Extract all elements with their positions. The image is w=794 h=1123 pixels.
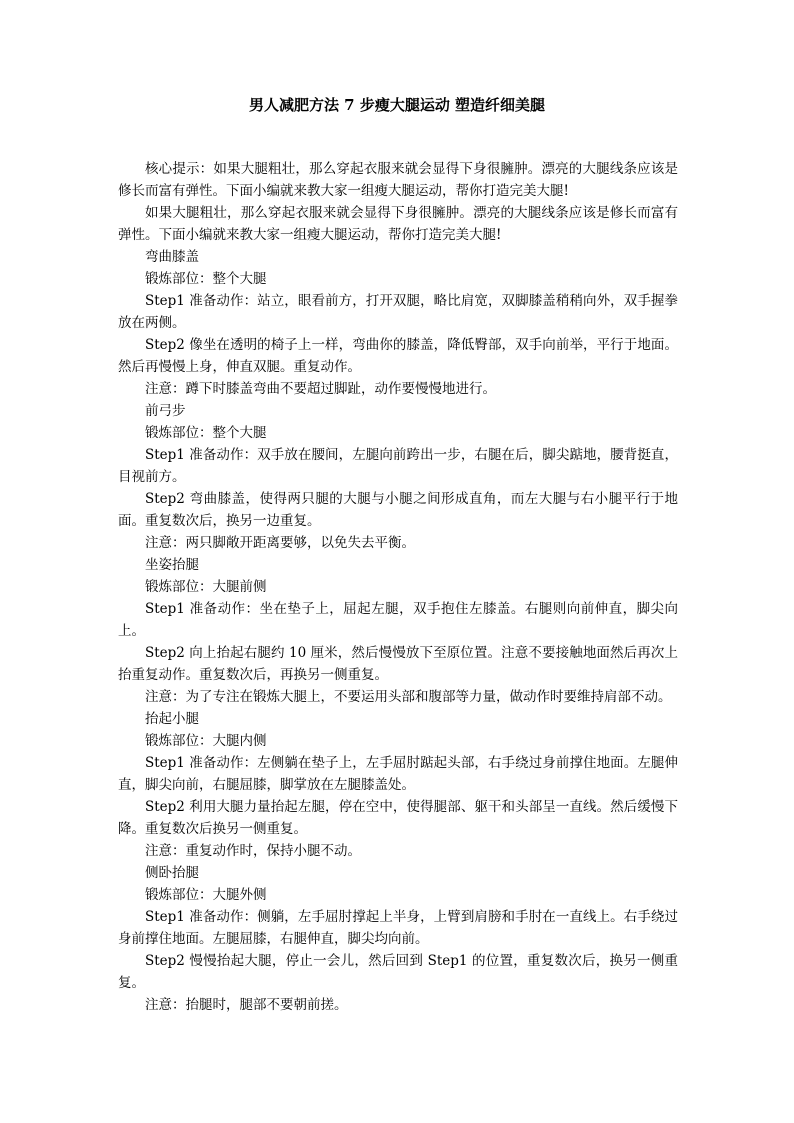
document-body <box>118 158 678 1016</box>
section-heading: 抬起小腿 <box>145 711 199 727</box>
paragraph: 注意：两只脚敞开距离要够，以免失去平衡。 <box>145 535 415 551</box>
paragraph: 核心提示：如果大腿粗壮，那么穿起衣服来就会显得下身很臃肿。漂亮的大腿线条应该是修长而富有弹性。下面小编就来教大家一组瘦大腿运动，帮你打造完美大腿! <box>118 161 678 199</box>
paragraph: Step1 准备动作：侧躺，左手屈肘撑起上半身，上臂到肩膀和手肘在一直线上。右手绕过身前撑住地面。左腿屈膝，右腿伸直，脚尖均向前。 <box>118 909 678 947</box>
paragraph: 锻炼部位：大腿前侧 <box>145 579 267 595</box>
paragraph: 锻炼部位：整个大腿 <box>145 425 267 441</box>
section-heading: 前弓步 <box>145 403 186 419</box>
paragraph: Step2 利用大腿力量抬起左腿，停在空中，使得腿部、躯干和头部呈一直线。然后缓慢下降。重复数次后换另一侧重复。 <box>118 799 678 837</box>
paragraph: Step1 准备动作：左侧躺在垫子上，左手屈肘踮起头部，右手绕过身前撑住地面。左腿伸直，脚尖向前，右腿屈膝，脚掌放在左腿膝盖处。 <box>118 755 678 793</box>
paragraph: Step1 准备动作：坐在垫子上，屈起左腿，双手抱住左膝盖。右腿则向前伸直，脚尖向上。 <box>118 601 678 639</box>
paragraph: 如果大腿粗壮，那么穿起衣服来就会显得下身很臃肿。漂亮的大腿线条应该是修长而富有弹性。下面小编就来教大家一组瘦大腿运动，帮你打造完美大腿! <box>118 205 678 243</box>
section-heading: 坐姿抬腿 <box>145 557 199 573</box>
paragraph: Step1 准备动作：站立，眼看前方，打开双腿，略比肩宽，双脚膝盖稍稍向外，双手握拳放在两侧。 <box>118 293 678 331</box>
document-title: 男人减肥方法 7 步瘦大腿运动 塑造纤细美腿 <box>248 96 546 114</box>
paragraph: Step2 像坐在透明的椅子上一样，弯曲你的膝盖，降低臀部，双手向前举，平行于地面。然后再慢慢上身，伸直双腿。重复动作。 <box>118 337 678 375</box>
paragraph: Step1 准备动作：双手放在腰间，左腿向前跨出一步，右腿在后，脚尖踮地，腰背挺直，目视前方。 <box>118 447 678 485</box>
paragraph: 锻炼部位：大腿内侧 <box>145 733 267 749</box>
paragraph: 注意：抬腿时，腿部不要朝前搓。 <box>145 997 348 1013</box>
paragraph: Step2 向上抬起右腿约 10 厘米，然后慢慢放下至原位置。注意不要接触地面然后再次上抬重复动作。重复数次后，再换另一侧重复。 <box>118 645 678 683</box>
paragraph: 注意：为了专注在锻炼大腿上，不要运用头部和腹部等力量，做动作时要维持肩部不动。 <box>145 689 672 705</box>
paragraph: 锻炼部位：整个大腿 <box>145 271 267 287</box>
paragraph: Step2 弯曲膝盖，使得两只腿的大腿与小腿之间形成直角，而左大腿与右小腿平行于地面。重复数次后，换另一边重复。 <box>118 491 678 529</box>
section-heading: 侧卧抬腿 <box>145 865 199 881</box>
section-heading: 弯曲膝盖 <box>145 249 199 265</box>
paragraph: 注意：蹲下时膝盖弯曲不要超过脚趾，动作要慢慢地进行。 <box>145 381 496 397</box>
paragraph: 锻炼部位：大腿外侧 <box>145 887 267 903</box>
paragraph: Step2 慢慢抬起大腿，停止一会儿，然后回到 Step1 的位置，重复数次后，换另一侧重复。 <box>118 953 678 991</box>
paragraph: 注意：重复动作时，保持小腿不动。 <box>145 843 361 859</box>
